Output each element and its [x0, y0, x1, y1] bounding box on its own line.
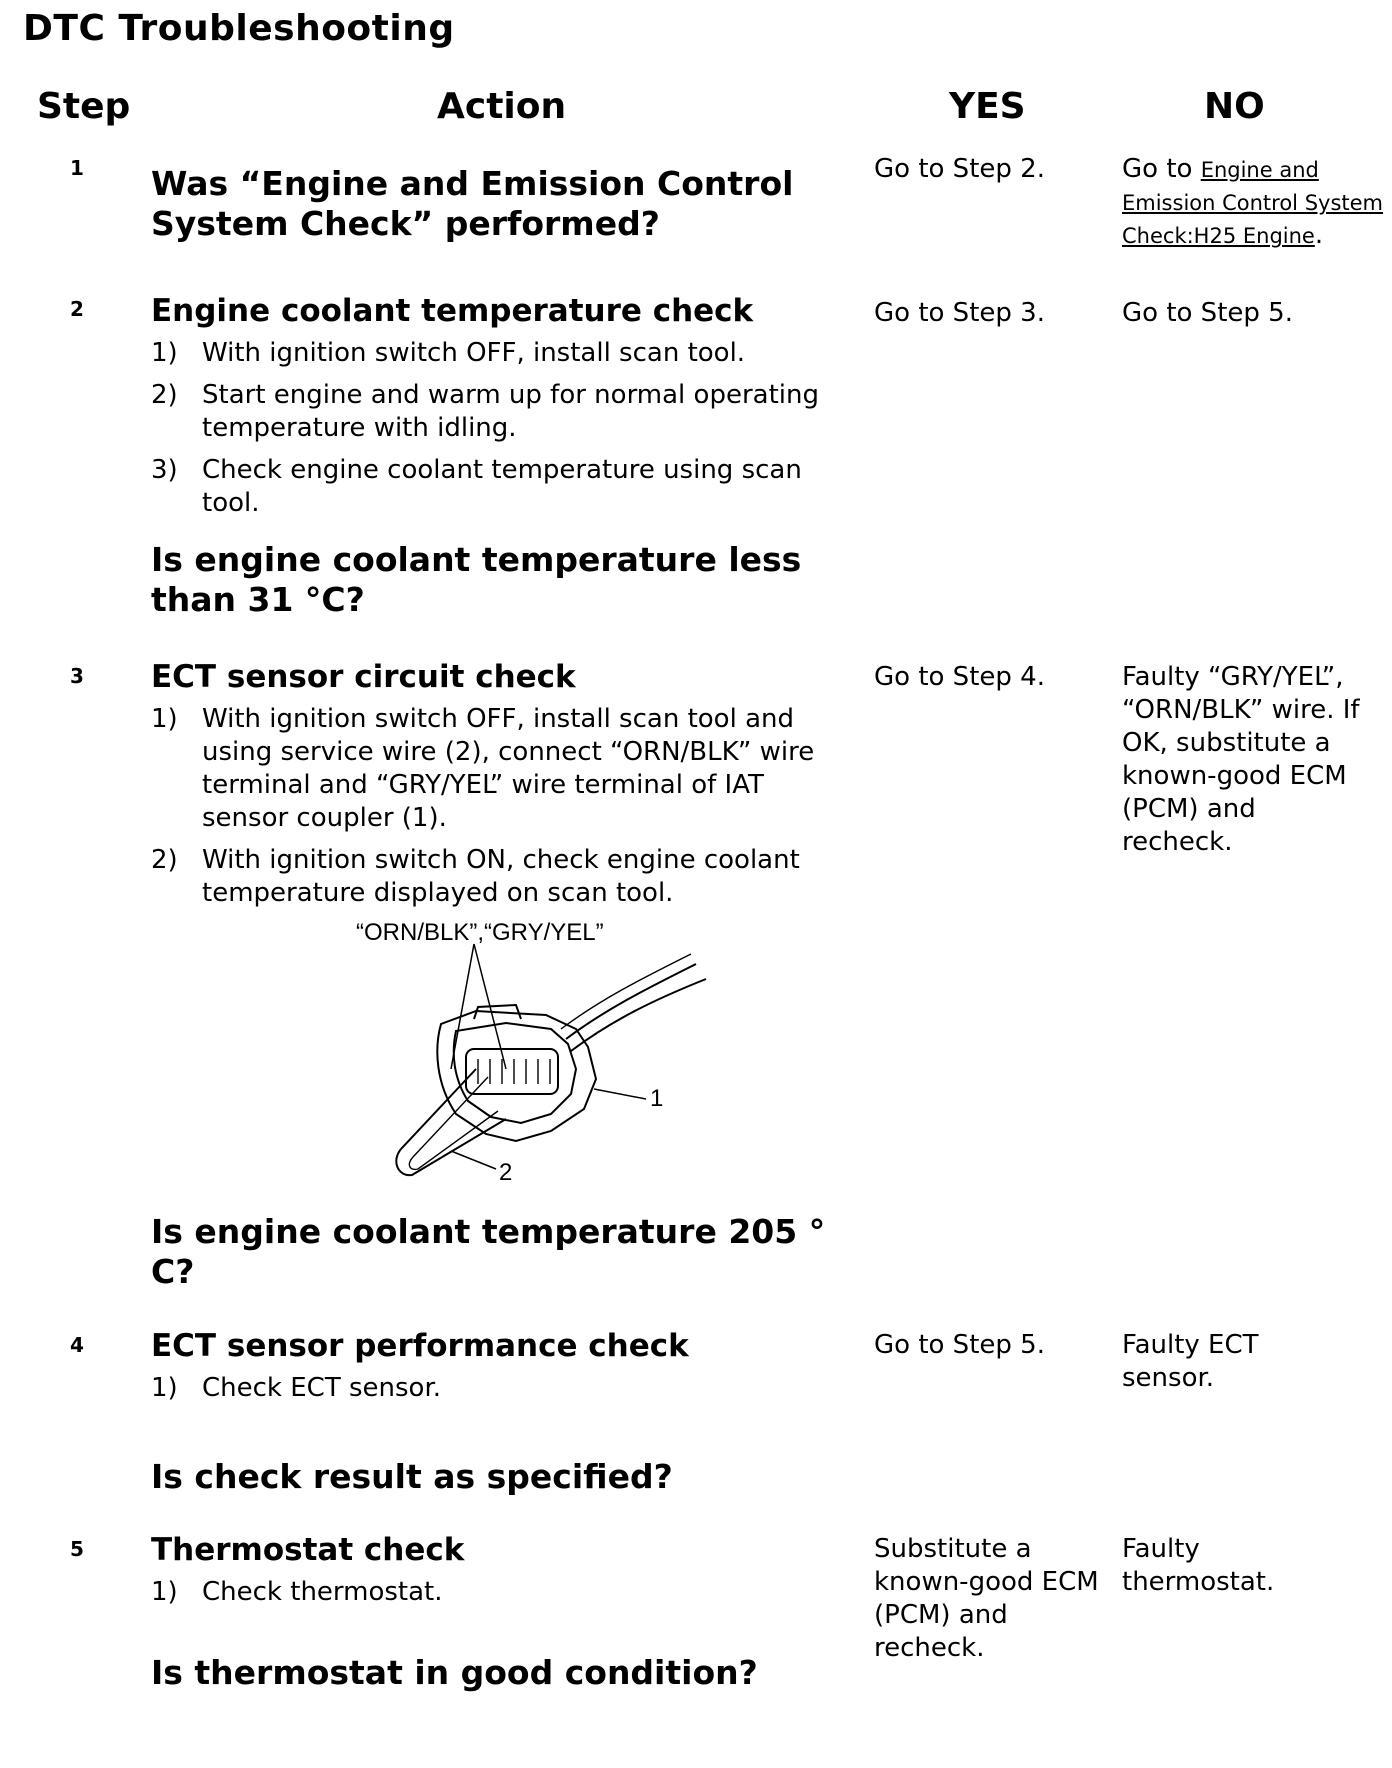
coupler-figure [356, 919, 716, 1204]
list-item: 2) Start engine and warm up for normal operating temperature with idling. [151, 380, 819, 443]
sensor-coupler-illustration [356, 919, 716, 1204]
step-heading: Engine coolant temperature check [151, 293, 754, 329]
step-question: Is engine coolant temperature less than 31 °C? [151, 540, 802, 619]
step-action [151, 657, 851, 1292]
step-no-result [1122, 153, 1387, 252]
list-item: 3) Check engine coolant temperature using scan tool. [151, 455, 802, 518]
list-item: 2) With ignition switch ON, check engine coolant temperature displayed on scan tool. [151, 845, 800, 908]
step-yes-result: Substitute a known-good ECM (PCM) and recheck. [874, 1534, 1099, 1663]
step-action [151, 1530, 851, 1693]
list-item: 1) With ignition switch OFF, install scan tool and using service wire (2), connect “ORN/BLK” wire terminal and “GRY/YEL” wire terminal of IAT sensor coupler (1). [151, 704, 815, 833]
step-action [151, 1326, 851, 1497]
step-no-result: Go to Step 5. [1122, 298, 1293, 328]
callout-2: 2 [499, 1159, 513, 1186]
step-yes-result: Go to Step 4. [874, 662, 1045, 692]
step-number: 3 [70, 664, 84, 688]
header-action: Action [437, 86, 567, 127]
wire-label: “ORN/BLK”,“GRY/YEL” [356, 919, 604, 946]
step-no-result: Faulty thermostat. [1122, 1534, 1275, 1597]
step-question: Was “Engine and Emission Control System Check” performed? [151, 164, 794, 243]
list-item: 1) Check ECT sensor. [151, 1373, 442, 1403]
procedure-list [151, 337, 851, 520]
list-item: 1) With ignition switch OFF, install scan tool. [151, 338, 746, 368]
procedure-list [151, 1576, 851, 1609]
no-suffix: . [1314, 220, 1324, 250]
step-number: 5 [70, 1537, 84, 1561]
step-number: 4 [70, 1333, 84, 1357]
procedure-list [151, 703, 851, 910]
step-heading: ECT sensor performance check [151, 1328, 689, 1364]
step-yes-result: Go to Step 3. [874, 298, 1045, 328]
step-no-result: Faulty ECT sensor. [1122, 1330, 1259, 1393]
step-no-result: Faulty “GRY/YEL”, “ORN/BLK” wire. If OK, substitute a known-good ECM (PCM) and recheck. [1122, 662, 1360, 857]
step-number: 2 [70, 297, 84, 321]
step-yes-result: Go to Step 5. [874, 1330, 1045, 1360]
step-yes-result: Go to Step 2. [874, 154, 1045, 184]
step-question: Is thermostat in good condition? [151, 1653, 758, 1692]
page-title: DTC Troubleshooting [23, 8, 455, 49]
step-heading: ECT sensor circuit check [151, 659, 576, 695]
header-yes: YES [949, 86, 1026, 127]
step-number: 1 [70, 156, 84, 180]
system-check-link[interactable]: Engine and Emission Control System Check:H25 Engine [1122, 158, 1384, 248]
no-prefix: Go to [1122, 154, 1201, 184]
step-action [151, 164, 851, 244]
header-no: NO [1204, 86, 1265, 127]
callout-1: 1 [650, 1085, 664, 1112]
step-question: Is check result as specified? [151, 1457, 673, 1496]
step-heading: Thermostat check [151, 1532, 465, 1568]
header-step: Step [37, 86, 131, 127]
step-question: Is engine coolant temperature 205 ° C? [151, 1212, 826, 1291]
list-item: 1) Check thermostat. [151, 1577, 443, 1607]
procedure-list [151, 1372, 851, 1405]
step-action [151, 291, 851, 620]
